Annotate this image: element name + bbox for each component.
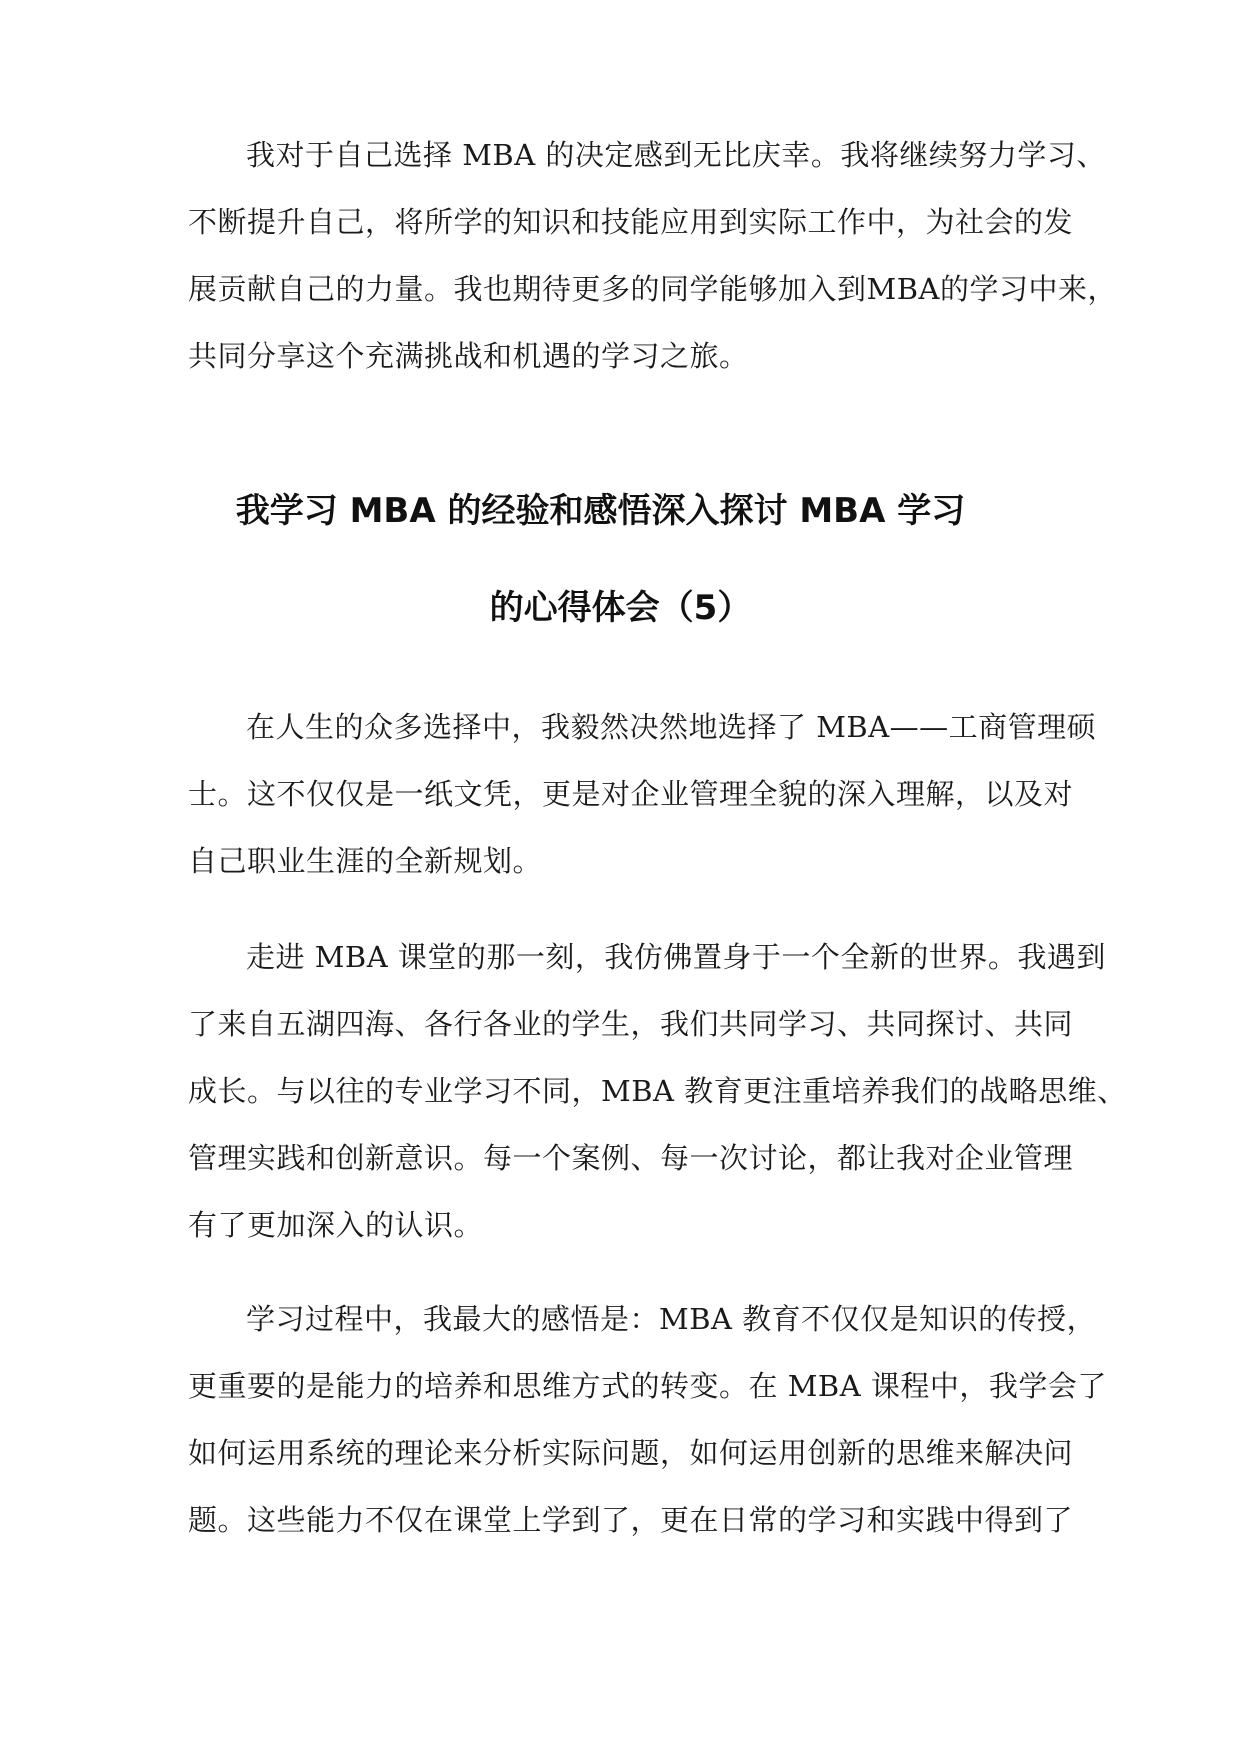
text-line: 了来自五湖四海、各行各业的学生，我们共同学习、共同探讨、共同 <box>188 1007 1074 1041</box>
text-line: 管理实践和创新意识。每一个案例、每一次讨论，都让我对企业管理 <box>188 1141 1074 1175</box>
text-line: 我对于自己选择 MBA 的决定感到无比庆幸。我将继续努力学习、 <box>246 138 1106 172</box>
text-line: 题。这些能力不仅在课堂上学到了，更在日常的学习和实践中得到了 <box>188 1503 1074 1537</box>
text-line: 共同分享这个充满挑战和机遇的学习之旅。 <box>188 339 749 373</box>
text-line: 走进 MBA 课堂的那一刻，我仿佛置身于一个全新的世界。我遇到 <box>246 940 1106 974</box>
text-line: 自己职业生涯的全新规划。 <box>188 844 543 878</box>
text-line: 如何运用系统的理论来分析实际问题，如何运用创新的思维来解决问 <box>188 1436 1074 1470</box>
text-line: 成长。与以往的专业学习不同，MBA 教育更注重培养我们的战略思维、 <box>188 1074 1127 1108</box>
text-line: 不断提升自己，将所学的知识和技能应用到实际工作中，为社会的发 <box>188 205 1074 239</box>
text-line: 更重要的是能力的培养和思维方式的转变。在 MBA 课程中，我学会了 <box>188 1369 1107 1403</box>
title-line-1: 我学习 MBA 的经验和感悟深入探讨 MBA 学习 <box>235 491 966 531</box>
title-line-2: 的心得体会（5） <box>489 588 752 628</box>
text-line: 在人生的众多选择中，我毅然决然地选择了 MBA——工商管理硕 <box>246 710 1097 744</box>
text-line: 有了更加深入的认识。 <box>188 1208 484 1242</box>
text-line: 展贡献自己的力量。我也期待更多的同学能够加入到MBA的学习中来， <box>188 272 1117 306</box>
text-line: 士。这不仅仅是一纸文凭，更是对企业管理全貌的深入理解，以及对 <box>188 777 1074 811</box>
text-line: 学习过程中，我最大的感悟是：MBA 教育不仅仅是知识的传授， <box>246 1302 1097 1336</box>
